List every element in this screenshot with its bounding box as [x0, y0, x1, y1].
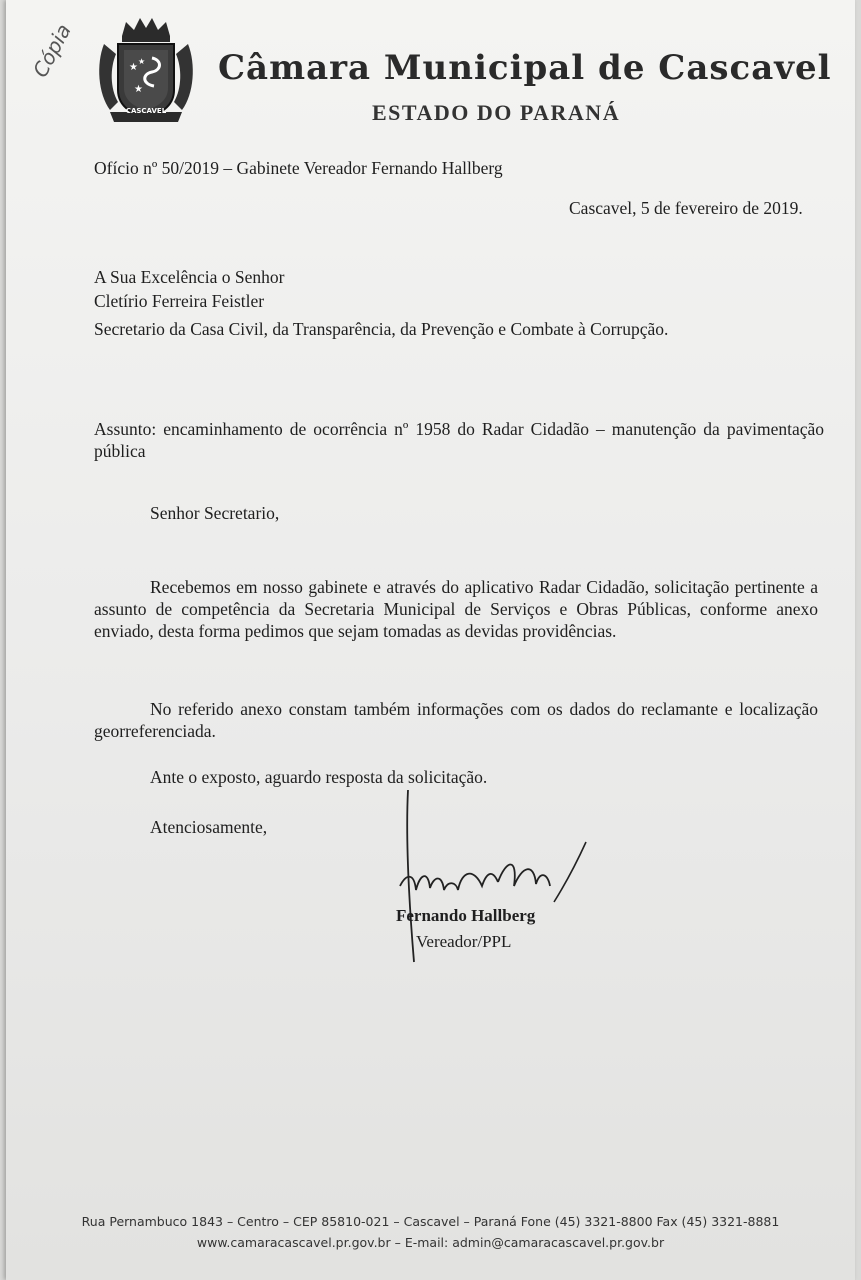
- letter-greeting: Senhor Secretario,: [150, 503, 280, 523]
- svg-text:★: ★: [138, 57, 146, 66]
- signatory-role: Vereador/PPL: [416, 932, 512, 951]
- svg-text:★: ★: [134, 84, 143, 95]
- state-subtitle: ESTADO DO PARANÁ: [372, 100, 621, 125]
- crest-ribbon-label: CASCAVEL: [125, 107, 167, 115]
- institution-title: Câmara Municipal de Cascavel: [218, 48, 832, 88]
- footer-address: Rua Pernambuco 1843 – Centro – CEP 85810-021 – Cascavel – Paraná Fone (45) 3321-8800 Fax (45) 3321-8881: [81, 1214, 780, 1229]
- letter-subject: Assunto: encaminhamento de ocorrência nº 1958 do Radar Cidadão – manutenção da pavimentação pública: [94, 419, 824, 461]
- signatory-name: Fernando Hallberg: [396, 906, 536, 925]
- recipient-salutation: A Sua Excelência o Senhor: [94, 267, 285, 287]
- body-paragraph: Recebemos em nosso gabinete e através do aplicativo Radar Cidadão, solicitação pertinente a assunto de competência da Secretaria Municipal de Serviços e Obras Públicas, conforme anexo enviado, desta forma pedimos que sejam tomadas as devidas providências.: [94, 577, 818, 641]
- letter-reference: Ofício nº 50/2019 – Gabinete Vereador Fernando Hallberg: [94, 158, 503, 178]
- recipient-name: Cletírio Ferreira Feistler: [94, 291, 265, 311]
- svg-text:★: ★: [129, 62, 138, 73]
- body-paragraph: Ante o exposto, aguardo resposta da solicitação.: [150, 767, 488, 787]
- letter-date: Cascavel, 5 de fevereiro de 2019.: [569, 198, 803, 218]
- footer-contact: www.camaracascavel.pr.gov.br – E-mail: admin@camaracascavel.pr.gov.br: [196, 1235, 665, 1250]
- handwritten-copy-note: Cópia: [28, 19, 76, 82]
- recipient-position: Secretario da Casa Civil, da Transparência, da Prevenção e Combate à Corrupção.: [94, 319, 669, 339]
- body-paragraph: No referido anexo constam também informações com os dados do reclamante e localização georreferenciada.: [94, 699, 818, 741]
- letter-closing: Atenciosamente,: [150, 817, 268, 837]
- letter-page: [6, 0, 855, 1280]
